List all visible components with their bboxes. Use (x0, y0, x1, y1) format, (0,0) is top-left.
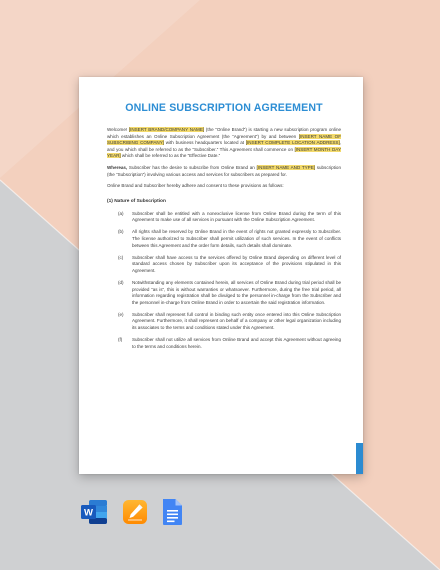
placeholder-location-address: [INSERT COMPLETE LOCATION ADDRESS] (245, 140, 340, 146)
list-item: (f) Subscriber shall not utilize all services from Online Brand and accept this Agreement without agreeing to the terms and conditions herein. (118, 337, 341, 349)
placeholder-brand-name: [INSERT BRAND/COMPANY NAME] (128, 127, 205, 132)
placeholder-name-type: [INSERT NAME AND TYPE] (256, 164, 316, 170)
provision-list (107, 211, 341, 351)
svg-text:W: W (84, 507, 93, 519)
document-page (79, 77, 363, 474)
placeholder-subscribing-company: [INSERT NAME OF SUBSCRIBING COMPANY] (107, 133, 342, 146)
intro-paragraph: Welcome! [INSERT BRAND/COMPANY NAME] (the “Online Brand”) is starting a new subscription program online which establishes an Online Subscription Agreement (the “Agreement”) by and between [INSERT NAME OF SUBSCRIBING COMPANY] with business headquarters located at [INSERT COMPLETE LOCATION ADDRESS], and you which shall be referred to as the “Subscriber.” This Agreement shall commence on [INSERT MONTH DAY YEAR] which shall be referred to as the “Effective Date.” (107, 127, 342, 159)
apple-pages-icon[interactable] (120, 497, 150, 527)
section-heading: (1) Nature of Subscription (107, 198, 166, 204)
list-item: (b) All rights shall be reserved by Online Brand in the event of rights not granted expressly to Subscriber. The license authorized to Subscriber shall permit utilization of such services. In the event of conflicts between this Agreement and the order form details, such details shall dominate. (118, 229, 341, 248)
microsoft-word-icon[interactable] (79, 497, 109, 527)
consent-paragraph: Online Brand and Subscriber hereby adhere and consent to these provisions as follows: (107, 183, 284, 189)
list-item: (c) Subscriber shall have access to the services offered by Online Brand depending on different level of standard access chosen by Subscriber upon its acceptance of the provisions stipulated in this Agreement. (118, 254, 341, 273)
whereas-paragraph: Whereas, Subscriber has the desire to subscribe from Online Brand an [INSERT NAME AND TYPE] subscription (the “Subscription”) involving various access and services for subscribers as prepared for. (107, 164, 341, 177)
page-accent-bar (356, 443, 363, 474)
google-docs-icon[interactable] (159, 497, 185, 527)
document-title: ONLINE SUBSCRIPTION AGREEMENT (125, 102, 323, 114)
list-item: (a) Subscriber shall be entitled with a nonexclusive license from Online Brand during the term of this Agreement to make use of all services in pursuant with the Online Subscription Agreement. (118, 210, 341, 223)
list-item: (e) Subscriber shall represent full control in binding such entity once entered into this Online Subscription Agreement. Furthermore, it shall represent on behalf of a company or other legal organization including its associates to the terms and conditions stated under this Agreement. (118, 311, 341, 331)
placeholder-date: [INSERT MONTH DAY YEAR] (107, 146, 341, 159)
list-item: (d) Notwithstanding any elements contained herein, all services of Online Brand during trial period shall be provided “as is”, this is without warranties or whatsoever. Furthermore, during the free trial period, all information regarding registration shall be divulged to the personnel in-charge from the Subscriber and the personnel in-charge from Online Brand in order to ascertain the said registration information. (118, 280, 341, 305)
